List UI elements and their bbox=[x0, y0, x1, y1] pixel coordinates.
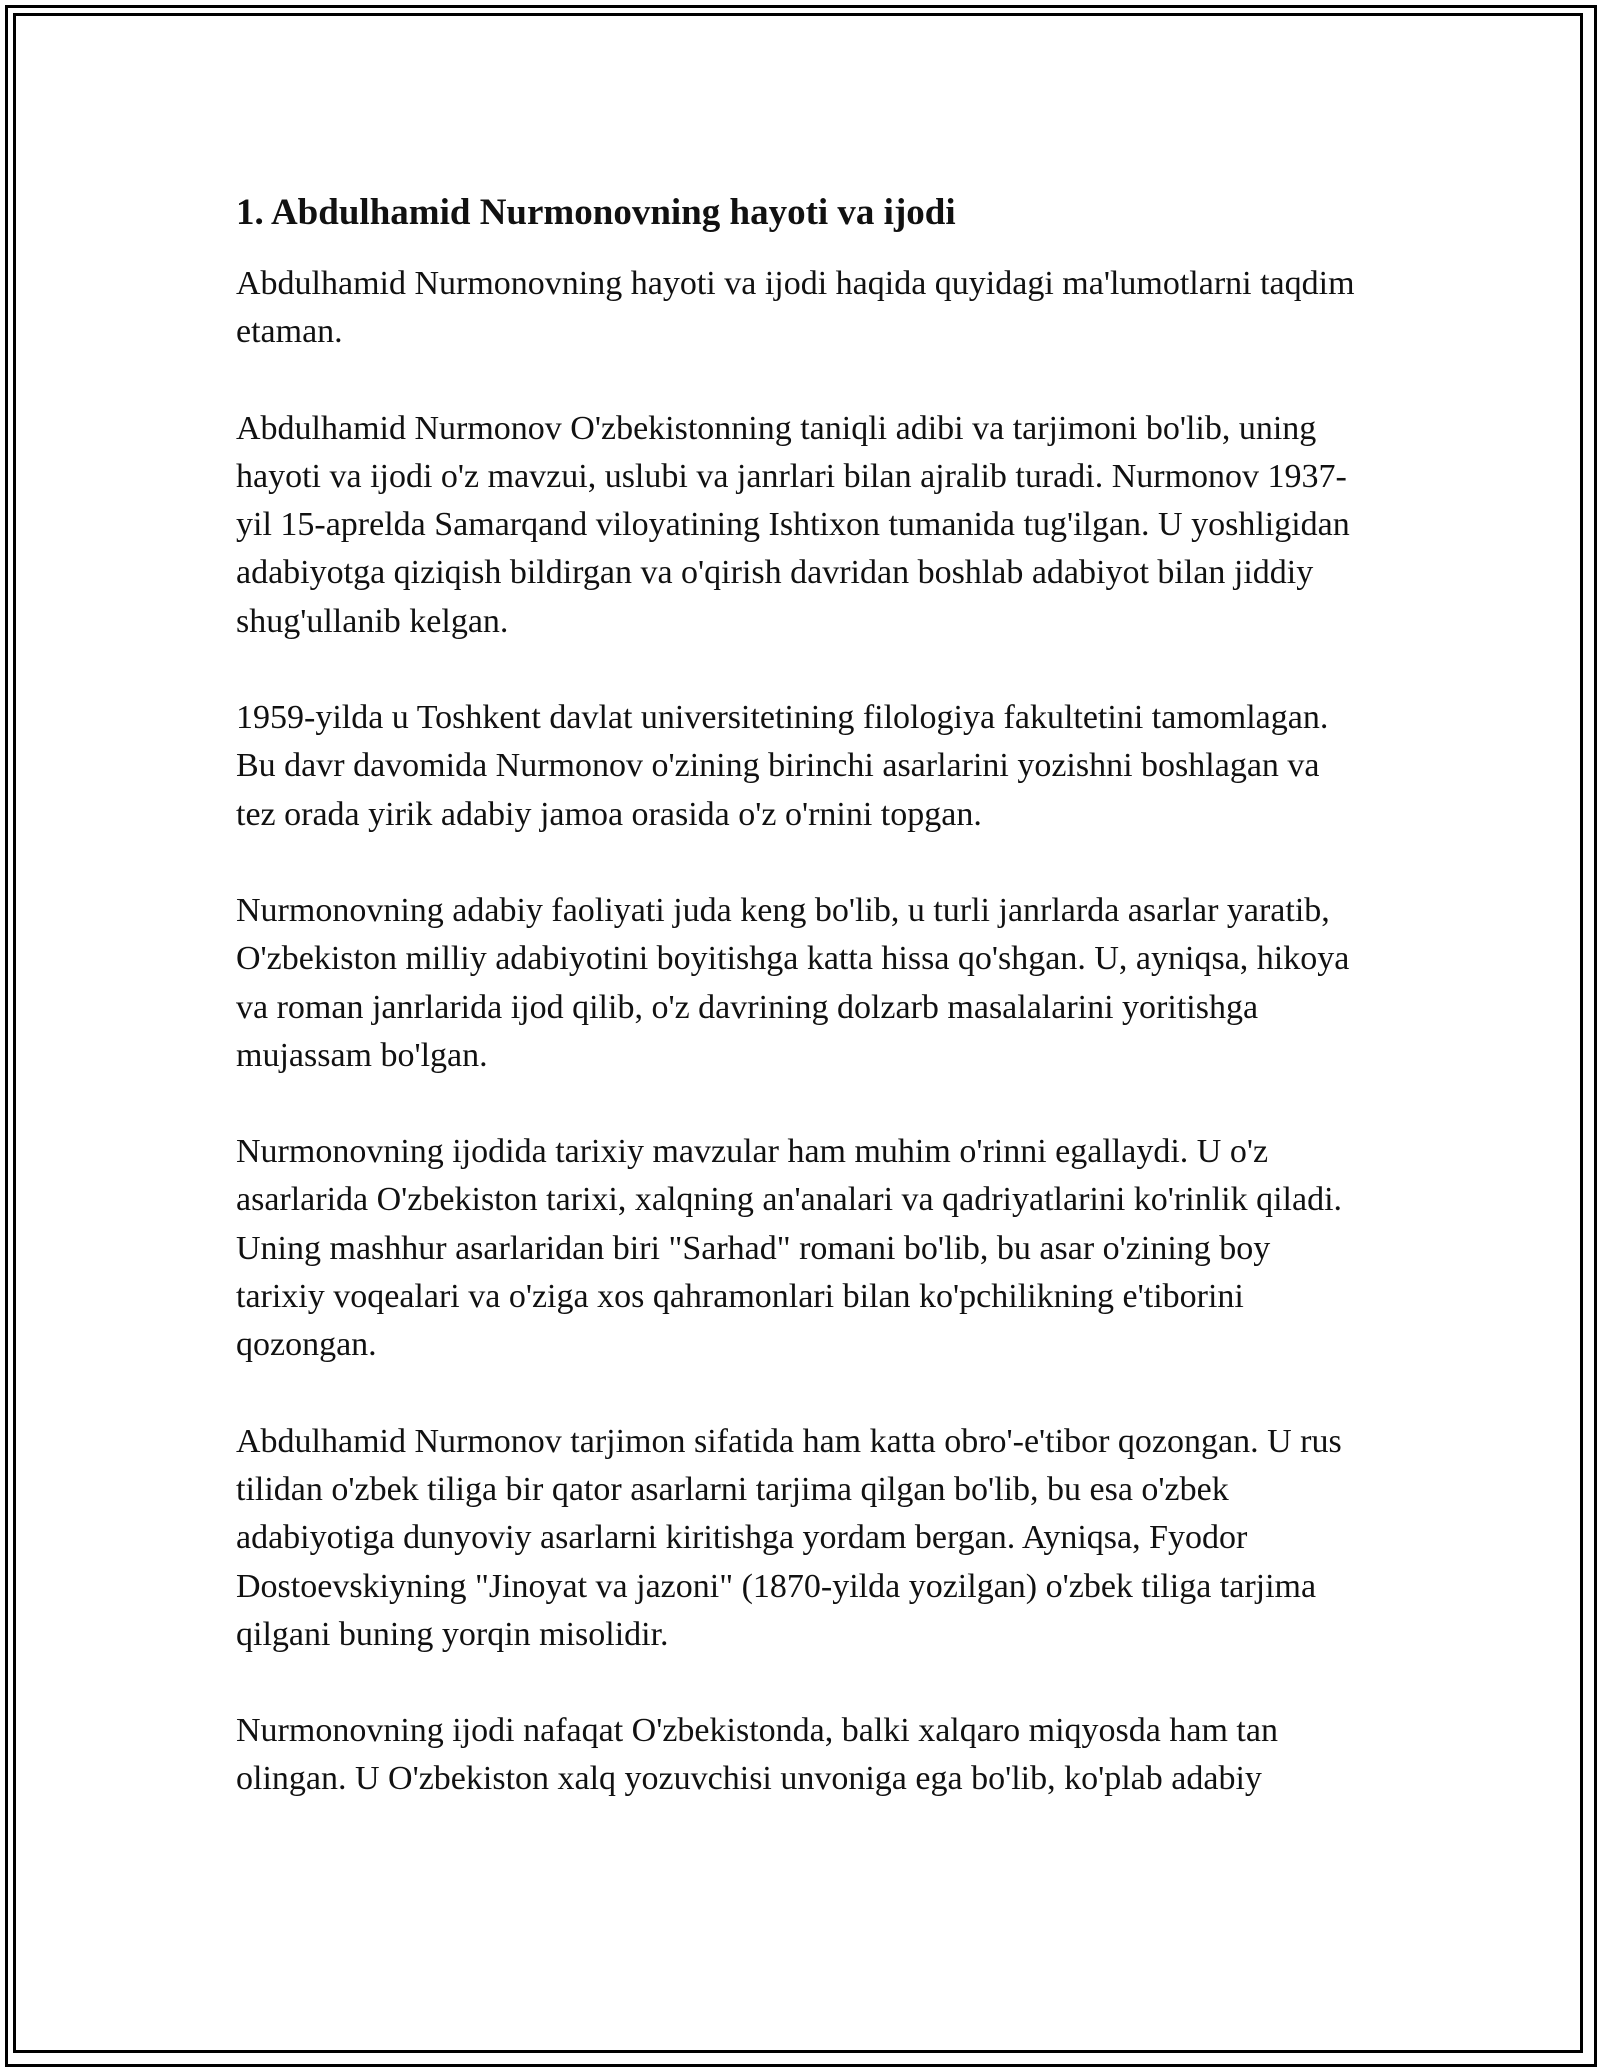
paragraph-biography: Abdulhamid Nurmonov O'zbekistonning taniqli adibi va tarjimoni bo'lib, uning hayoti va ijodi o'z mavzui, uslubi va janrlari bilan ajralib turadi. Nurmonov 1937-yil 15-aprelda Samarqand viloyatining Ishtixon tumanida tug'ilgan. U yoshligidan adabiyotga qiziqish bildirgan va o'qirish davridan boshlab adabiyot bilan jiddiy shug'ullanib kelgan. bbox=[236, 409, 1350, 640]
paragraph-education: 1959-yilda u Toshkent davlat universitetining filologiya fakultetini tamomlagan. Bu davr davomida Nurmonov o'zining birinchi asarlarini yozishni boshlagan va tez orada yirik adabiy jamoa orasida o'z o'rnini topgan. bbox=[236, 699, 1329, 833]
paragraph-translation: Abdulhamid Nurmonov tarjimon sifatida ham katta obro'-e'tibor qozongan. U rus tilidan o'zbek tiliga bir qator asarlarni tarjima qilgan bo'lib, bu esa o'zbek adabiyotiga dunyoviy asarlarni kiritishga yordam bergan. Ayniqsa, Fyodor Dostoevskiyning "Jinoyat va jazoni" (1870-yilda yozilgan) o'zbek tiliga tarjima qilgani buning yorqin misolidir. bbox=[236, 1422, 1342, 1653]
paragraph-recognition: Nurmonovning ijodi nafaqat O'zbekistonda, balki xalqaro miqyosda ham tan olingan. U O'zbekiston xalq yozuvchisi unvoniga ega bo'lib, ko'plab adabiy bbox=[236, 1712, 1278, 1798]
paragraph-intro: Abdulhamid Nurmonovning hayoti va ijodi haqida quyidagi ma'lumotlarni taqdim etaman. bbox=[236, 265, 1355, 351]
section-heading: 1. Abdulhamid Nurmonovning hayoti va ijodi bbox=[236, 192, 956, 233]
document-body bbox=[236, 186, 1366, 1804]
paragraph-historical-themes: Nurmonovning ijodida tarixiy mavzular ham muhim o'rinni egallaydi. U o'z asarlarida O'zbekiston tarixi, xalqning an'analari va qadriyatlarini ko'rinlik qiladi. Uning mashhur asarlaridan biri "Sarhad" romani bo'lib, bu asar o'zining boy tarixiy voqealari va o'ziga xos qahramonlari bilan ko'pchilikning e'tiborini qozongan. bbox=[236, 1133, 1343, 1364]
paragraph-literary-activity: Nurmonovning adabiy faoliyati juda keng bo'lib, u turli janrlarda asarlar yaratib, O'zbekiston milliy adabiyotini boyitishga katta hissa qo'shgan. U, ayniqsa, hikoya va roman janrlarida ijod qilib, o'z davrining dolzarb masalalarini yoritishga mujassam bo'lgan. bbox=[236, 891, 1350, 1074]
